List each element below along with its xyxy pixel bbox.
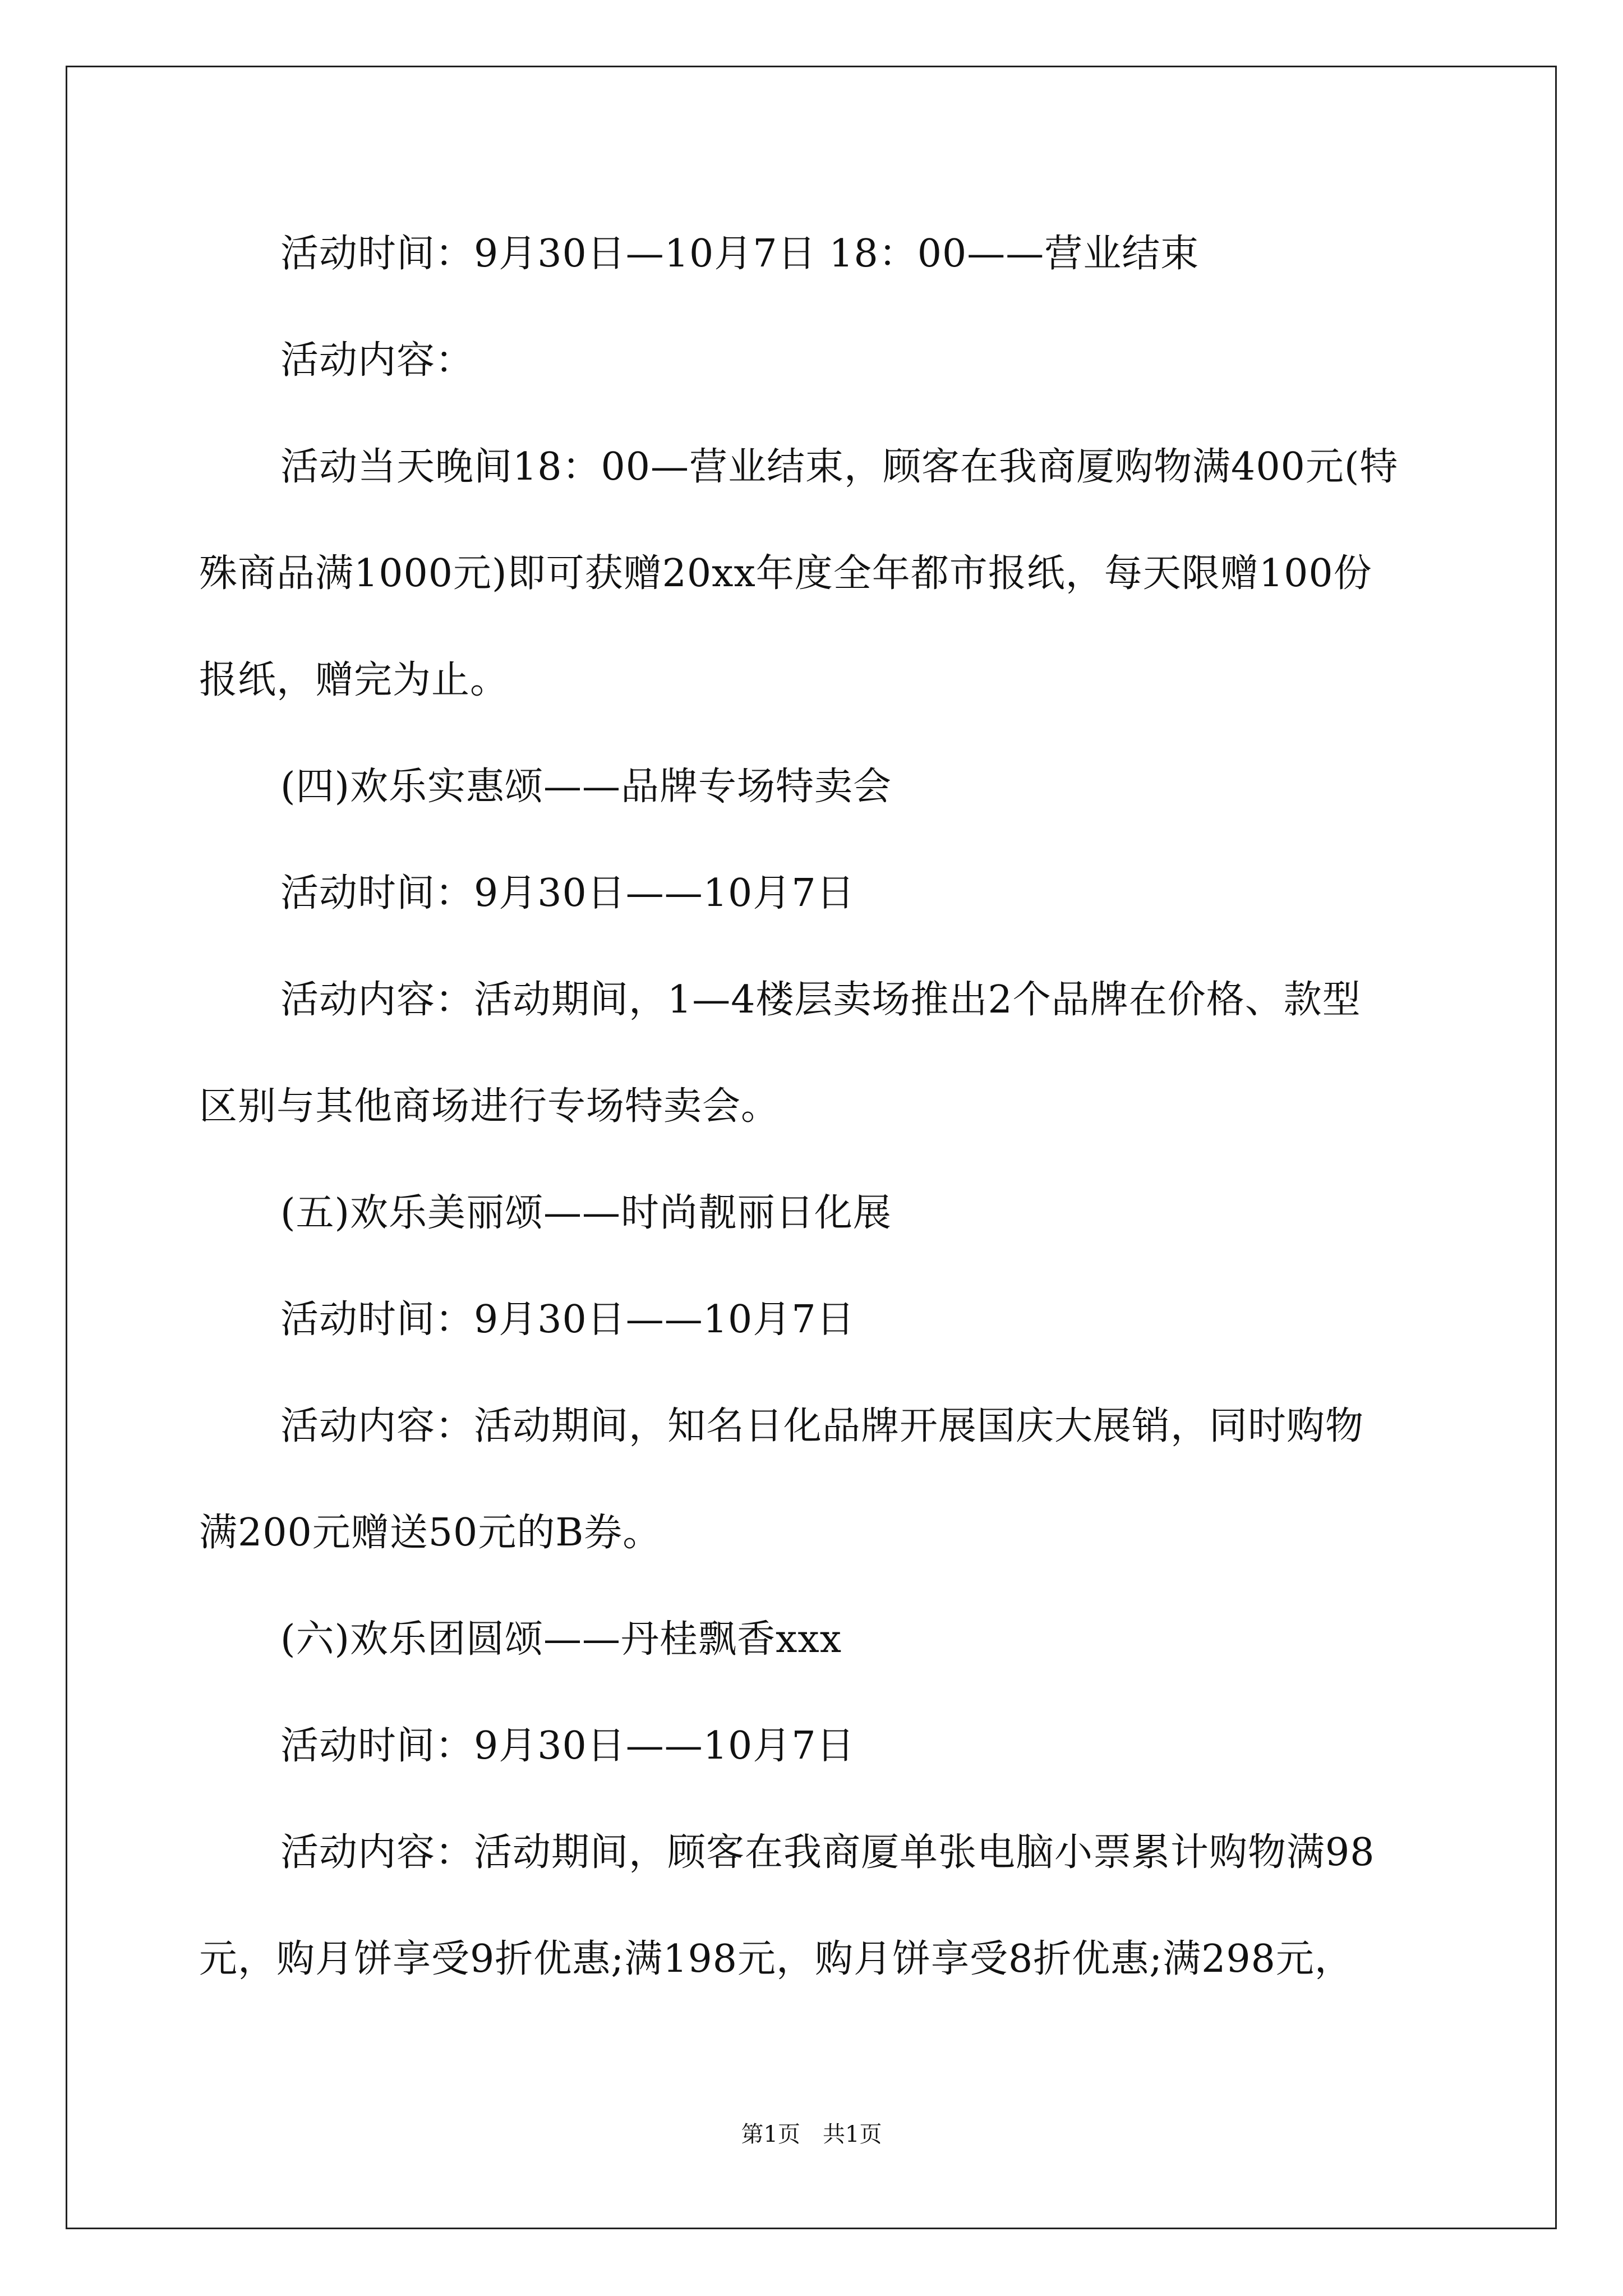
- paragraph-line: 活动时间：9月30日—10月7日 18：00——营业结束: [280, 232, 1200, 276]
- paragraph-line: 活动内容：: [280, 338, 474, 383]
- paragraph-line: 满200元赠送50元的B券。: [199, 1511, 662, 1555]
- paragraph-line: 活动内容：活动期间，知名日化品牌开展国庆大展销，同时购物: [280, 1404, 1364, 1448]
- page-border: [66, 66, 1557, 2229]
- section-heading: (六)欢乐团圆颂——丹桂飘香xxx: [280, 1617, 842, 1662]
- section-heading: (四)欢乐实惠颂——品牌专场特卖会: [280, 765, 892, 809]
- paragraph-line: 活动时间：9月30日——10月7日: [280, 1297, 855, 1342]
- paragraph-line: 活动内容：活动期间，顾客在我商厦单张电脑小票累计购物满98: [280, 1830, 1375, 1875]
- paragraph-line: 活动时间：9月30日——10月7日: [280, 871, 855, 915]
- paragraph-line: 活动内容：活动期间，1—4楼层卖场推出2个品牌在价格、款型: [280, 978, 1361, 1022]
- paragraph-line: 区别与其他商场进行专场特卖会。: [199, 1084, 780, 1129]
- paragraph-line: 活动时间：9月30日——10月7日: [280, 1724, 855, 1768]
- paragraph-line: 殊商品满1000元)即可获赠20xx年度全年都市报纸，每天限赠100份: [199, 551, 1372, 596]
- paragraph-line: 活动当天晚间18：00—营业结束，顾客在我商厦购物满400元(特: [280, 445, 1399, 489]
- page-footer: 第1页 共1页: [741, 2122, 882, 2147]
- section-heading: (五)欢乐美丽颂——时尚靓丽日化展: [280, 1191, 892, 1235]
- paragraph-line: 报纸，赠完为止。: [199, 658, 509, 702]
- paragraph-line: 元，购月饼享受9折优惠;满198元，购月饼享受8折优惠;满298元，: [199, 1937, 1353, 1981]
